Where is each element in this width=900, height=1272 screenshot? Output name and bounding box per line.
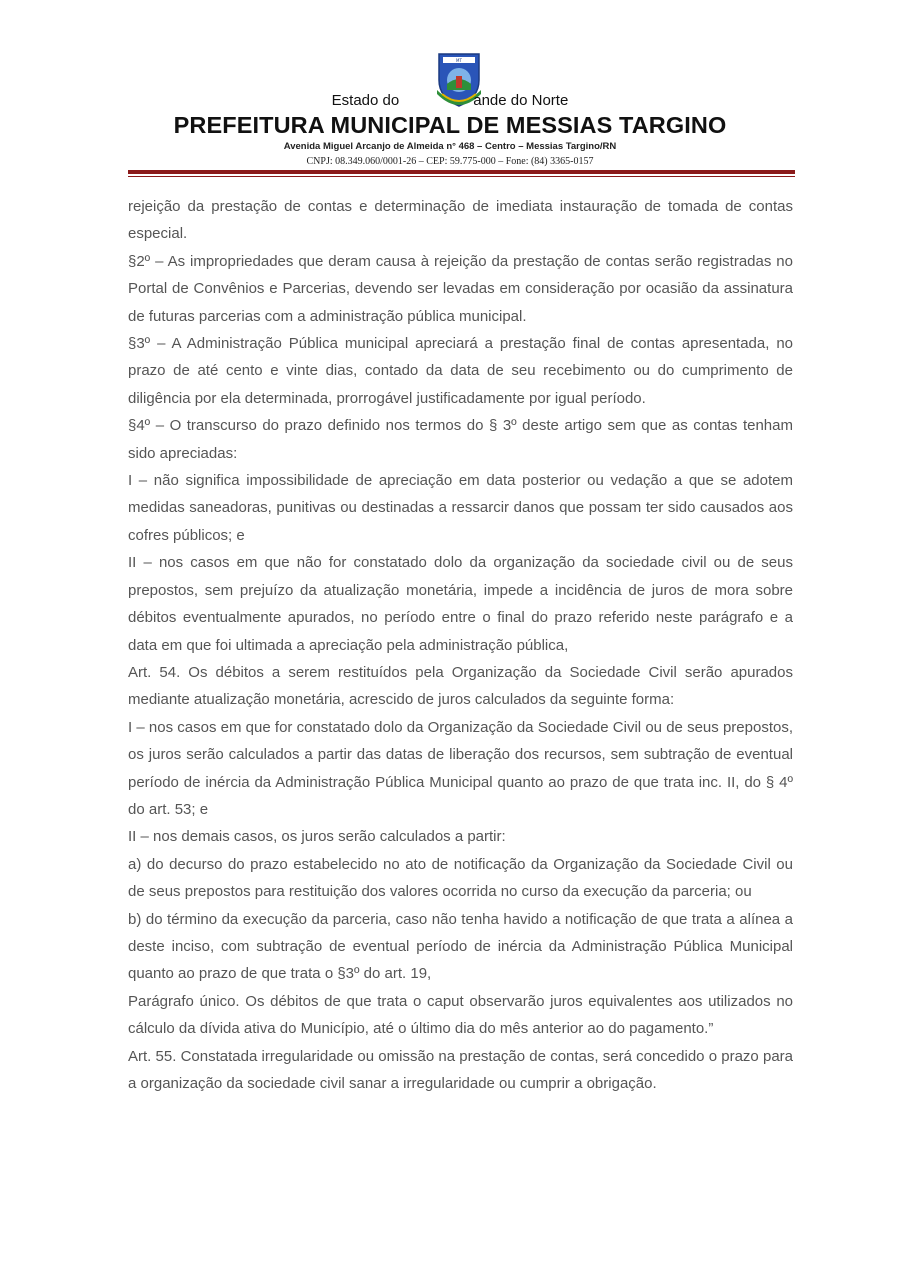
state-line-left: Estado do bbox=[331, 92, 400, 109]
cnpj-line: CNPJ: 08.349.060/0001-26 – CEP: 59.775-000 – Fone: (84) 3365-0157 bbox=[306, 156, 594, 167]
paragraph: I – nos casos em que for constatado dolo da Organização da Sociedade Civil ou de seus prepostos, os juros serão calculados a partir das datas de liberação dos recursos, sem subtração de eventual período de inércia da Administração Pública Municipal quanto ao prazo de que trata inc. II, do § 4º do art. 53; e bbox=[128, 718, 793, 818]
state-line bbox=[0, 92, 900, 109]
letterhead bbox=[0, 0, 900, 180]
paragraph: rejeição da prestação de contas e determinação de imediata instauração de tomada de contas especial. bbox=[128, 198, 793, 243]
header-divider bbox=[128, 170, 795, 174]
state-line-right: ande do Norte bbox=[473, 92, 569, 109]
paragraph: I – não significa impossibilidade de apreciação em data posterior ou vedação a que se adotem medidas saneadoras, punitivas ou destinadas a ressarcir danos que possam ter sido causados aos cofres públicos; e bbox=[128, 472, 793, 544]
paragraph: Art. 55. Constatada irregularidade ou omissão na prestação de contas, será concedido o prazo para a organização da sociedade civil sanar a irregularidade ou cumprir a obrigação. bbox=[128, 1047, 793, 1092]
document-body bbox=[128, 193, 793, 1097]
paragraph: Parágrafo único. Os débitos de que trata o caput observarão juros equivalentes aos utilizados no cálculo da dívida ativa do Município, até o último dia do mês anterior ao do pagamento.” bbox=[128, 992, 793, 1038]
header-divider-thin bbox=[128, 176, 795, 177]
address-line: Avenida Miguel Arcanjo de Almeida n° 468 – Centro – Messias Targino/RN bbox=[283, 141, 617, 152]
paragraph: b) do término da execução da parceria, caso não tenha havido a notificação de que trata a alínea a deste inciso, com subtração de eventual período de inércia da Administração Pública Municipal quanto ao prazo de que trata o §3º do art. 19, bbox=[128, 910, 793, 983]
paragraph: §4º – O transcurso do prazo definido nos termos do § 3º deste artigo sem que as contas tenham sido apreciadas: bbox=[128, 417, 793, 462]
page-title: PREFEITURA MUNICIPAL DE MESSIAS TARGINO bbox=[173, 112, 727, 138]
paragraph: II – nos casos em que não for constatado dolo da organização da sociedade civil ou de seus prepostos, sem prejuízo da atualização monetária, impede a incidência de juros de mora sobre débitos eventualmente apurados, no período entre o final do prazo referido neste parágrafo e a data em que foi ultimada a apreciação pela administração pública, bbox=[128, 554, 793, 654]
paragraph: Art. 54. Os débitos a serem restituídos pela Organização da Sociedade Civil serão apurados mediante atualização monetária, acrescido de juros calculados da seguinte forma: bbox=[128, 663, 793, 709]
paragraph: II – nos demais casos, os juros serão calculados a partir: bbox=[128, 828, 506, 846]
paragraph: a) do decurso do prazo estabelecido no ato de notificação da Organização da Sociedade Civil ou de seus prepostos para restituição dos valores ocorrida no curso da execução da parceria; ou bbox=[128, 855, 793, 901]
svg-text:MT: MT bbox=[456, 58, 462, 63]
paragraph: §2º – As impropriedades que deram causa à rejeição da prestação de contas serão registradas no Portal de Convênios e Parcerias, devendo ser levadas em consideração por ocasião da assinatura de futuras parcerias com a administração pública municipal. bbox=[128, 252, 793, 325]
paragraph: §3º – A Administração Pública municipal apreciará a prestação final de contas apresentada, no prazo de até cento e vinte dias, contado da data de seu recebimento ou do cumprimento de diligência por ela determinada, prorrogável justificadamente por igual período. bbox=[128, 335, 793, 407]
